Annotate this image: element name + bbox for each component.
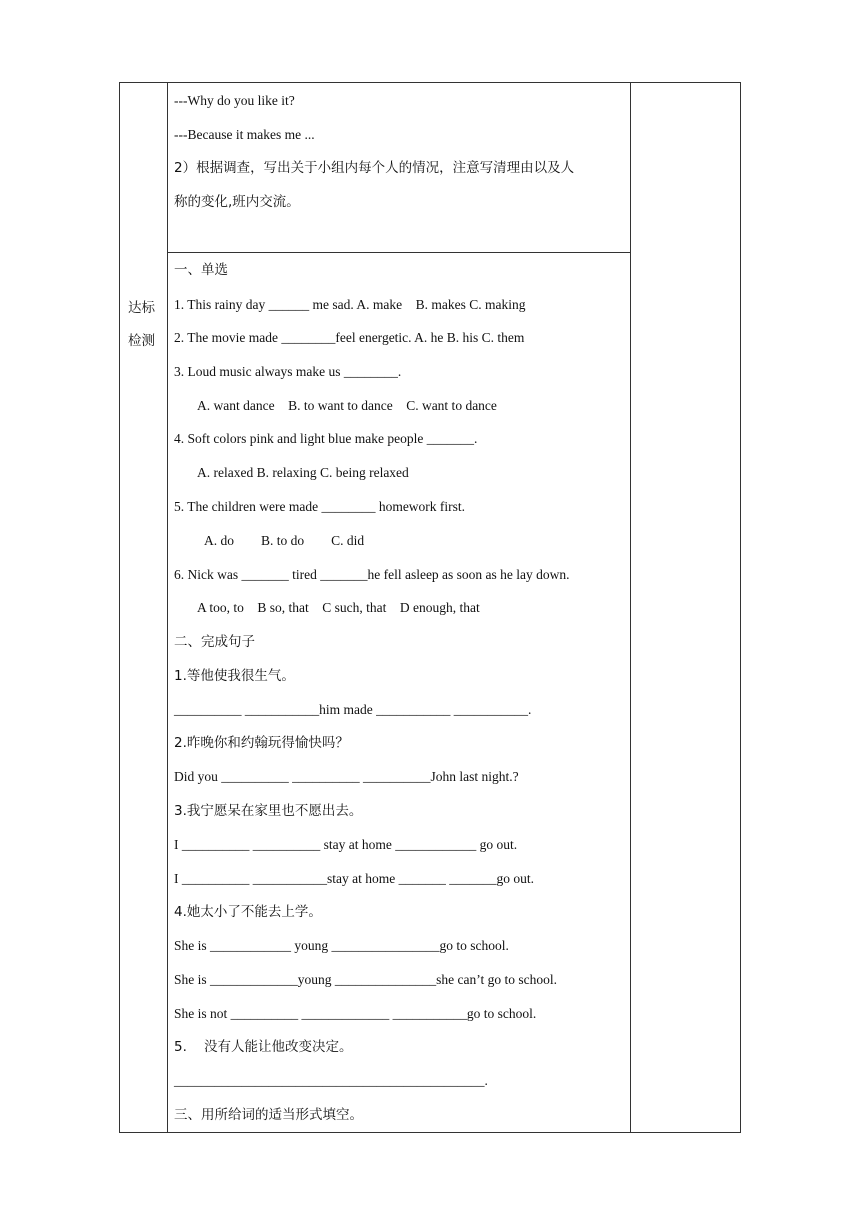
section1-heading: 一、单选 xyxy=(174,262,228,278)
dialogue-answer: ---Because it makes me ... xyxy=(174,127,315,142)
sentence-3-chinese: 3.我宁愿呆在家里也不愿出去。 xyxy=(174,803,363,819)
row-divider xyxy=(167,252,630,253)
question-1: 1. This rainy day ______ me sad. A. make B. makes C. making xyxy=(174,297,526,312)
sentence-3-english-b: I __________ ___________stay at home _______ _______go out. xyxy=(174,871,534,886)
column-divider-left xyxy=(167,83,168,1132)
question-3: 3. Loud music always make us ________. xyxy=(174,364,402,379)
question-5-options: A. do B. to do C. did xyxy=(204,533,365,548)
question-4-options: A. relaxed B. relaxing C. being relaxed xyxy=(197,465,409,480)
side-label-line1: 达标 xyxy=(128,300,155,316)
sentence-4-chinese: 4.她太小了不能去上学。 xyxy=(174,904,322,920)
section2-heading: 二、完成句子 xyxy=(174,634,255,650)
question-2: 2. The movie made ________feel energetic. A. he B. his C. them xyxy=(174,330,525,345)
column-divider-right xyxy=(630,83,631,1132)
sentence-1-english: __________ ___________him made ___________ ___________. xyxy=(174,702,532,717)
sentence-3-english-a: I __________ __________ stay at home ____________ go out. xyxy=(174,837,518,852)
section3-heading: 三、用所给词的适当形式填空。 xyxy=(174,1107,363,1123)
sentence-1-chinese: 1.等他使我很生气。 xyxy=(174,668,295,684)
sentence-4-english-b: She is _____________young _______________she can’t go to school. xyxy=(174,972,557,987)
sentence-5-chinese: 5. 没有人能让他改变决定。 xyxy=(174,1039,353,1055)
instruction-line2: 称的变化,班内交流。 xyxy=(174,194,300,210)
question-6: 6. Nick was _______ tired _______he fell asleep as soon as he lay down. xyxy=(174,567,570,582)
sentence-2-chinese: 2.昨晚你和约翰玩得愉快吗？ xyxy=(174,735,349,751)
question-5: 5. The children were made ________ homework first. xyxy=(174,499,466,514)
question-3-options: A. want dance B. to want to dance C. want to dance xyxy=(197,398,497,413)
question-4: 4. Soft colors pink and light blue make people _______. xyxy=(174,431,478,446)
question-6-options: A too, to B so, that C such, that D enough, that xyxy=(197,600,480,615)
sentence-4-english-a: She is ____________ young ________________go to school. xyxy=(174,938,509,953)
instruction-line1: 2）根据调查，写出关于小组内每个人的情况，注意写清理由以及人 xyxy=(174,160,575,176)
dialogue-question: ---Why do you like it? xyxy=(174,93,295,108)
side-label-line2: 检测 xyxy=(128,333,155,349)
sentence-5-english: ______________________________________________. xyxy=(174,1073,488,1088)
sentence-4-english-c: She is not __________ _____________ ___________go to school. xyxy=(174,1006,537,1021)
sentence-2-english: Did you __________ __________ __________John last night.? xyxy=(174,769,519,784)
